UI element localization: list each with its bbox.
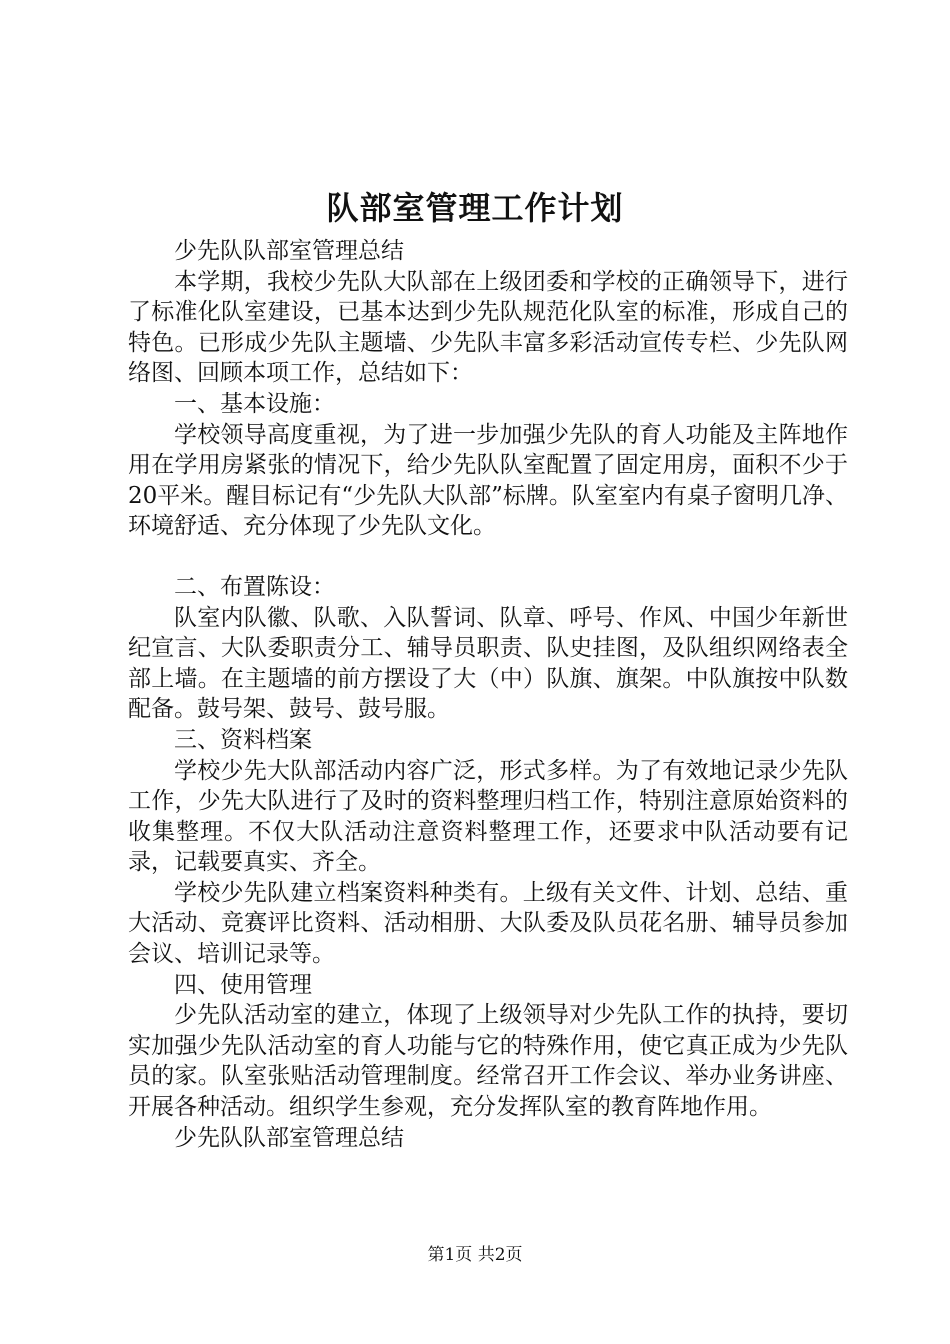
document-body [128, 236, 848, 1153]
paragraph-subtitle: 少先队队部室管理总结 [174, 238, 404, 264]
paragraph-management: 少先队活动室的建立，体现了上级领导对少先队工作的执持，要切实加强少先队活动室的育人功能与它的特殊作用，使它真正成为少先队员的家。队室张贴活动管理制度。经常召开工作会议、举办业务讲座、开展各种活动。组织学生参观，充分发挥队室的教育阵地作用。 [128, 1002, 848, 1121]
section-heading-facilities: 一、基本设施： [174, 390, 335, 417]
paragraph-archives: 学校少先大队部活动内容广泛，形式多样。为了有效地记录少先队工作，少先大队进行了及时的资料整理归档工作，特别注意原始资料的收集整理。不仅大队活动注意资料整理工作，还要求中队活动要有记录，记载要真实、齐全。 [128, 757, 848, 876]
document-title: 队部室管理工作计划 [326, 189, 624, 227]
section-heading-management: 四、使用管理 [174, 971, 312, 998]
paragraph-layout: 队室内队徽、队歌、入队誓词、队章、呼号、作风、中国少年新世纪宣言、大队委职责分工、辅导员职责、队史挂图，及队组织网络表全部上墙。在主题墙的前方摆设了大（中）队旗、旗架。中队旗按中队数配备。鼓号架、鼓号、鼓号服。 [128, 604, 848, 723]
paragraph-closing-title: 少先队队部室管理总结 [174, 1124, 404, 1151]
paragraph-facilities: 学校领导高度重视，为了进一步加强少先队的育人功能及主阵地作用在学用房紧张的情况下，给少先队队室配置了固定用房，面积不少于20平米。醒目标记有“少先队大队部”标牌。队室室内有桌子窗明几净、环境舒适、充分体现了少先队文化。 [128, 421, 848, 540]
paragraph-archive-types: 学校少先队建立档案资料种类有。上级有关文件、计划、总结、重大活动、竞赛评比资料、活动相册、大队委及队员花名册、辅导员参加会议、培训记录等。 [128, 879, 848, 968]
page-number-footer: 第1页 共2页 [427, 1245, 523, 1265]
section-heading-archives: 三、资料档案 [174, 726, 312, 753]
paragraph-intro: 本学期，我校少先队大队部在上级团委和学校的正确领导下，进行了标准化队室建设，已基本达到少先队规范化队室的标准，形成自己的特色。已形成少先队主题墙、少先队丰富多彩活动宣传专栏、少先队网络图、回顾本项工作，总结如下： [128, 268, 848, 387]
section-heading-layout: 二、布置陈设： [174, 573, 335, 600]
